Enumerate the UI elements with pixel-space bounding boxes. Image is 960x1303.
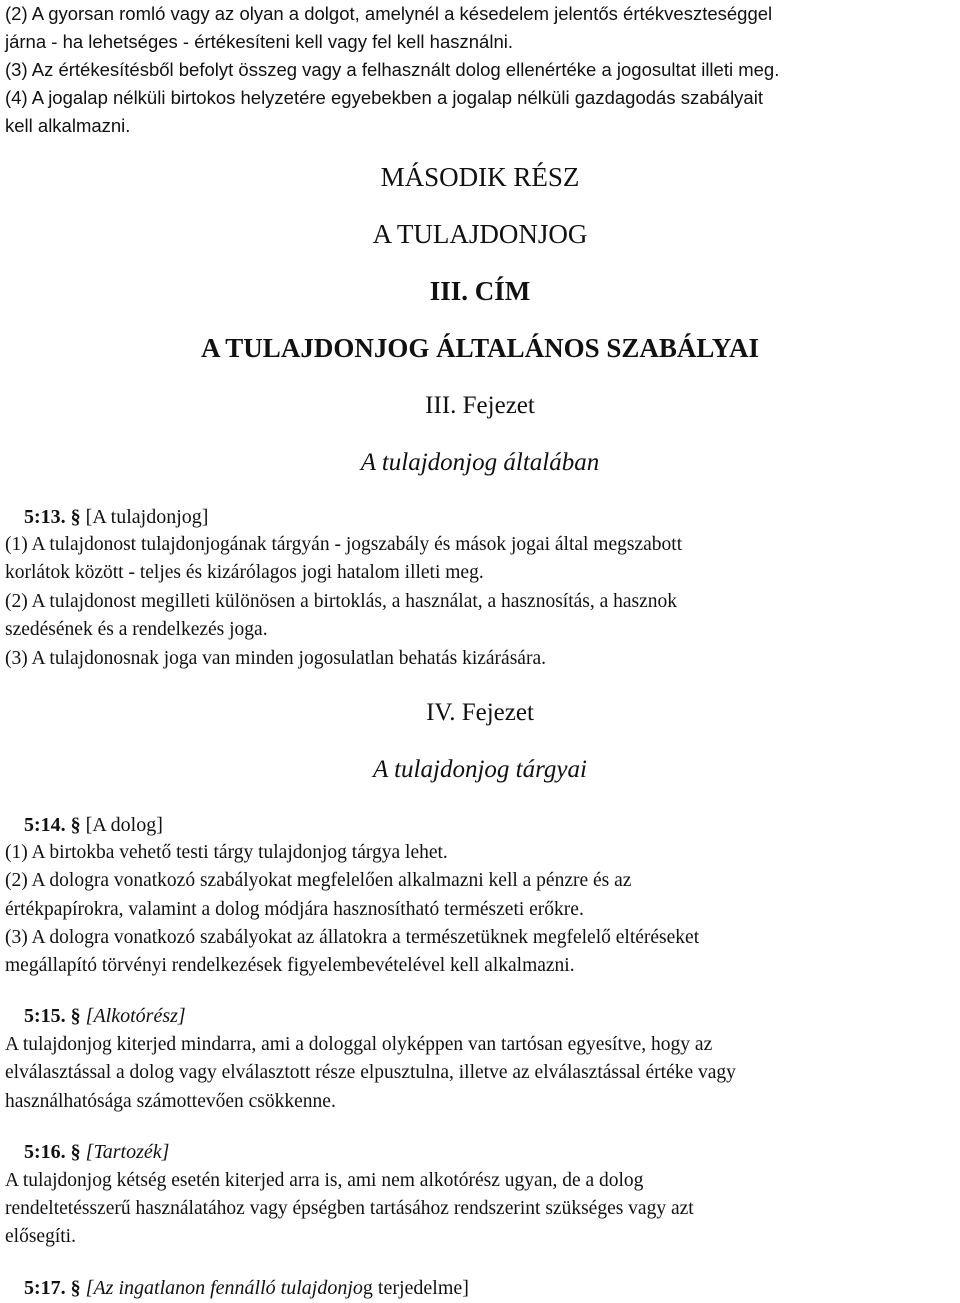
s514-paragraph-2-line-2: értékpapírokra, valamint a dolog módjára hasznosítható természeti erőkre.: [5, 899, 584, 920]
section-title: [A tulajdonjog]: [85, 506, 209, 528]
chapter-4-title: A tulajdonjog tárgyai: [373, 756, 587, 783]
s515-line-1: A tulajdonjog kiterjed mindarra, ami a dologgal olyképpen van tartósan egyesítve, hogy az: [5, 1034, 713, 1055]
chapter-4-heading: IV. Fejezet: [426, 699, 534, 726]
paragraph-2-line-2: járna - ha lehetséges - értékesíteni kell vagy fel kell használni.: [5, 31, 513, 52]
title-name: A TULAJDONJOG ÁLTALÁNOS SZABÁLYAI: [201, 333, 759, 363]
chapter-3-title: A tulajdonjog általában: [360, 449, 600, 476]
s513-paragraph-1-line-1: (1) A tulajdonost tulajdonjogának tárgyán - jogszabály és mások jogai által megszabott: [5, 534, 683, 555]
section-title-rest: g terjedelme]: [362, 1277, 469, 1299]
paragraph-4-line-2: kell alkalmazni.: [5, 115, 131, 136]
s515-line-3: használhatósága számottevően csökkenne.: [5, 1091, 336, 1112]
s513-paragraph-1-line-2: korlátok között - teljes és kizárólagos jogi hatalom illeti meg.: [5, 562, 484, 583]
section-sign: §: [70, 506, 81, 528]
s516-line-3: elősegíti.: [5, 1226, 76, 1247]
s513-paragraph-2-line-1: (2) A tulajdonost megilleti különösen a birtoklás, a használat, a hasznosítás, a hasznok: [5, 591, 678, 612]
section-5-14-heading: [24, 811, 163, 839]
section-sign: §: [70, 1141, 81, 1163]
title-number: III. CÍM: [429, 276, 531, 306]
paragraph-2-line-1: (2) A gyorsan romló vagy az olyan a dolgot, amelynél a késedelem jelentős értékveszteséggel: [5, 3, 773, 24]
s513-paragraph-2-line-2: szedésének és a rendelkezés joga.: [5, 619, 268, 640]
section-title-italic: [Az ingatlanon fennálló tulajdonjo: [85, 1277, 363, 1299]
section-5-13-heading: [24, 503, 208, 531]
s515-line-2: elválasztással a dolog vagy elválasztott része elpusztulna, illetve az elválasztással értéke vagy: [5, 1062, 736, 1083]
s514-paragraph-3-line-2: megállapító törvényi rendelkezések figyelembevételével kell alkalmazni.: [5, 955, 575, 976]
section-number: 5:13.: [24, 506, 66, 528]
s516-line-2: rendeltetésszerű használatához vagy épségben tartásához rendszerint szükséges vagy azt: [5, 1198, 694, 1219]
section-number: 5:16.: [24, 1141, 66, 1163]
section-5-15-heading: [24, 1002, 186, 1030]
section-title: [Alkotórész]: [85, 1005, 186, 1027]
section-number: 5:14.: [24, 814, 66, 836]
section-number: 5:15.: [24, 1005, 66, 1027]
section-5-17-heading: [24, 1274, 469, 1302]
s514-paragraph-3-line-1: (3) A dologra vonatkozó szabályokat az állatokra a természetüknek megfelelő eltéréseket: [5, 927, 700, 948]
s514-paragraph-2-line-1: (2) A dologra vonatkozó szabályokat megfelelően alkalmazni kell a pénzre és az: [5, 870, 632, 891]
part-heading: MÁSODIK RÉSZ: [380, 162, 580, 192]
section-5-16-heading: [24, 1138, 169, 1166]
s516-line-1: A tulajdonjog kétség esetén kiterjed arra is, ami nem alkotórész ugyan, de a dolog: [5, 1170, 644, 1191]
s513-paragraph-3: (3) A tulajdonosnak joga van minden jogosulatlan behatás kizárására.: [5, 648, 546, 669]
s514-paragraph-1: (1) A birtokba vehető testi tárgy tulajdonjog tárgya lehet.: [5, 842, 448, 863]
section-sign: §: [70, 1277, 81, 1299]
section-title: [Tartozék]: [85, 1141, 170, 1163]
paragraph-3: (3) Az értékesítésből befolyt összeg vagy a felhasznált dolog ellenértéke a jogosultat illeti meg.: [5, 59, 780, 80]
chapter-3-heading: III. Fejezet: [425, 392, 535, 419]
section-sign: §: [70, 814, 81, 836]
part-title: A TULAJDONJOG: [372, 219, 588, 249]
section-sign: §: [70, 1005, 81, 1027]
section-number: 5:17.: [24, 1277, 66, 1299]
paragraph-4-line-1: (4) A jogalap nélküli birtokos helyzetére egyebekben a jogalap nélküli gazdagodás szabályait: [5, 87, 763, 108]
section-title: [A dolog]: [85, 814, 163, 836]
